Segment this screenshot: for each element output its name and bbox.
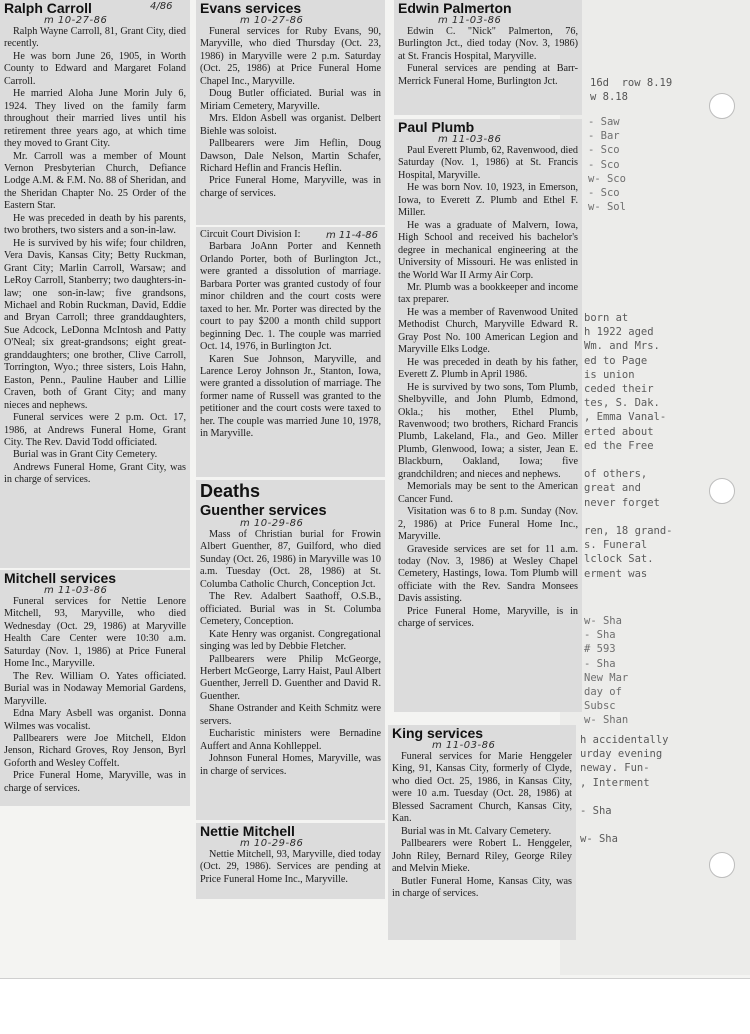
paragraph: He is survived by his wife; four children, Vera Davis, Kansas City; Betty Ruckman, Grant City; Marlin Carroll, Warsaw; and LeRoy Carroll, Stanberry; two daughters-in-law; one son-in-law; five grandsons, Michael and Robin Ruckman, David, Eddie and Bryan Carroll; three granddaughters, Sue Adcock, LeDonna McIntosh and Patty O'Neal; six great-grandsons; eight great-granddaughters; one brother, Clive Carroll, Torrington, Wyo.; three sisters, Lois Hahn, Easton, Penn., Pauline Hauber and Lillie Craven, both of Grant City; and many nieces and nephews. [4, 237, 186, 411]
clipping-circuit-court [196, 227, 385, 477]
paragraph: Funeral services for Ruby Evans, 90, Maryville, who died Thursday (Oct. 23, 1986) in Maryville were 2 p.m. Saturday (Oct. 25, 1986) at Price Funeral Home Chapel Inc., Maryville. [200, 26, 381, 87]
clipping-nettie-mitchell [196, 823, 385, 899]
handwritten-date-note: m 10-29-86 [240, 838, 304, 849]
paragraph: He was born June 26, 1905, in Worth County to Edward and Margaret Foland Carroll. [4, 50, 186, 87]
obituary-heading: Evans services [200, 0, 302, 16]
typed-line: erted about [584, 425, 654, 438]
paragraph: Memorials may be sent to the American Cancer Fund. [398, 481, 578, 505]
paragraph: Shane Ostrander and Keith Schmitz were servers. [200, 703, 381, 727]
typed-margin-mid [584, 311, 673, 581]
court-body [200, 241, 381, 440]
typed-line: , Interment [580, 776, 650, 789]
paragraph: He was preceded in death by his father, Everett Z. Plumb in April 1986. [398, 356, 578, 381]
typed-line: - Sco [588, 144, 620, 157]
typed-line: Wm. and Mrs. [584, 340, 660, 353]
handwritten-corner-note: 4/86 [150, 1, 173, 12]
typed-line: great and [584, 482, 641, 495]
typed-line: h 1922 aged [584, 326, 654, 339]
paragraph: Karen Sue Johnson, Maryville, and Larence Leroy Johnson Jr., Stanton, Iowa, were granted a dissolution of marriage. The former name of Russell was granted to the petitioner and the court costs were taxed to her. The couple was married June 10, 1978, in Maryville. [200, 353, 381, 440]
paragraph: Graveside services are set for 11 a.m. today (Nov. 3, 1986) at Wesley Chapel Cemetery, Hastings, Iowa. Tom Plumb will officiate with the Rev. Sandra Monsees Davis assisting. [398, 543, 578, 605]
obituary-heading: Nettie Mitchell [200, 823, 295, 839]
paragraph: Paul Everett Plumb, 62, Ravenwood, died Saturday (Nov. 1, 1986) at St. Francis Hospital, Maryville. [398, 145, 578, 181]
paragraph: Mr. Plumb was a bookkeeper and income tax preparer. [398, 281, 578, 306]
typed-line: erment was [584, 567, 648, 580]
typed-margin-bottom [580, 733, 669, 847]
typed-row-note: 16d row 8.19 w 8.18 [590, 77, 673, 104]
section-heading-deaths: Deaths [200, 481, 261, 501]
paragraph: Johnson Funeral Homes, Maryville, was in charge of services. [200, 753, 381, 777]
clipping-edwin-palmerton [394, 0, 582, 115]
typed-line: is union [584, 368, 635, 381]
typed-line: of others, [584, 468, 648, 481]
typed-line: ed to Page [584, 354, 648, 367]
handwritten-date-note: m 11-4-86 [326, 230, 378, 241]
paragraph: Funeral services for Marie Henggeler King, 91, Kansas City, formerly of Clyde, who died Oct. 25, 1986, in Kansas City, were 10 a.m. Tuesday (Oct. 28, 1986) at Blessed Sacrament Church, Kansas City, Kan. [392, 751, 572, 825]
typed-line: tes, S. Dak. [584, 397, 660, 410]
paragraph: Nettie Mitchell, 93, Maryville, died today (Oct. 29, 1986). Services are pending at Price Funeral Home Inc., Maryville. [200, 849, 381, 885]
obituary-body [200, 26, 381, 200]
paragraph: Pallbearers were Joe Mitchell, Eldon Jenson, Richard Groves, Roy Jenson, Byrl Goforth and Wesley Coffelt. [4, 732, 186, 769]
paragraph: Pallbearers were Jim Heflin, Doug Dawson, Dale Nelson, Martin Schafer, Richard Heflin and Francis Heflin. [200, 138, 381, 174]
paragraph: The Rev. Adalbert Saathoff, O.S.B., officiated. Burial was in St. Columba Cemetery, Conception. [200, 591, 381, 628]
obituary-body [398, 26, 578, 88]
handwritten-date-note: m 10-27-86 [44, 15, 108, 26]
typed-line: ceded their [584, 383, 654, 396]
obituary-body [398, 145, 578, 631]
paragraph: Mrs. Eldon Asbell was organist. Delbert Biehle was soloist. [200, 113, 381, 137]
clipping-paul-plumb [394, 119, 582, 712]
paragraph: Funeral services were 2 p.m. Oct. 17, 1986, at Andrews Funeral Home, Grant City. The Rev. David Todd officiated. [4, 412, 186, 448]
paragraph: Doug Butler officiated. Burial was in Miriam Cemetery, Maryville. [200, 88, 381, 112]
clipping-king-services [388, 725, 576, 940]
paragraph: Butler Funeral Home, Kansas City, was in charge of services. [392, 875, 572, 899]
binder-hole-middle [709, 478, 735, 504]
typed-line: - Bar [588, 130, 620, 143]
typed-line [584, 510, 673, 524]
handwritten-date-note: m 11-03-86 [44, 585, 108, 596]
obituary-body [392, 751, 572, 900]
paragraph: Mass of Christian burial for Frowin Albert Guenther, 87, Guilford, who died Sunday (Oct. 26, 1986) in Maryville was 10 a.m. Tuesday (Oct. 28, 1986) at St. Columba Catholic Church, Conception Jct. [200, 529, 381, 590]
typed-line: - Saw [588, 116, 620, 128]
handwritten-date-note: m 10-29-86 [240, 518, 304, 529]
typed-line: w- Sol [588, 201, 626, 214]
obituary-body [200, 529, 381, 778]
typed-line: w- Shan [584, 714, 629, 727]
paragraph: Edna Mary Asbell was organist. Donna Wilmes was vocalist. [4, 708, 186, 732]
handwritten-date-note: m 10-27-86 [240, 15, 304, 26]
paragraph: Mr. Carroll was a member of Mount Vernon Presbyterian Church, Defiance Lodge A.M. & F.M. No. 88 of Sheridan, and the Sheridan Chapter No. 25 Order of the Eastern Star. [4, 150, 186, 212]
clipping-ralph-carroll [0, 0, 190, 568]
paragraph: He married Aloha June Morin July 6, 1924. They lived on the family farm throughout their married lives until his retirement three years ago, at which time they moved to Grant City. [4, 88, 186, 150]
typed-line: lclock Sat. [584, 553, 654, 566]
handwritten-date-note: m 11-03-86 [438, 134, 502, 145]
typed-line: w- Sco [588, 172, 626, 185]
paragraph: Funeral services for Nettie Lenore Mitchell, 93, Maryville, who died Wednesday (Oct. 29, 1986) at Maryville Health Care Center were 10:30 a.m. Saturday (Nov. 1, 1986) at Price Funeral Home Inc., Maryville. [4, 596, 186, 670]
obituary-body [200, 849, 381, 886]
paragraph: Funeral services are pending at Barr-Merrick Funeral Home, Burlington Jct. [398, 63, 578, 87]
obituary-body [4, 26, 186, 487]
paragraph: He was preceded in death by his parents, two brothers, two sisters and a son-in-law. [4, 212, 186, 237]
paragraph: Pallbearers were Robert L. Henggeler, John Riley, Bernard Riley, George Riley and Melvin Mieke. [392, 838, 572, 875]
typed-line: urday evening [580, 748, 663, 761]
typed-line: day of [584, 686, 622, 699]
typed-line: Subsc [584, 700, 616, 713]
paragraph: Burial was in Grant City Cemetery. [13, 449, 158, 461]
typed-margin-top [588, 115, 626, 214]
binder-hole-bottom [709, 852, 735, 878]
paragraph: Edwin C. "Nick" Palmerton, 76, Burlington Jct., died today (Nov. 3, 1986) at St. Francis Hospital, Maryville. [398, 26, 578, 62]
typed-line: w- Sha [584, 615, 622, 627]
obituary-body [4, 596, 186, 795]
clipping-deaths-guenther [196, 480, 385, 820]
typed-line: New Mar [584, 671, 629, 684]
clipping-mitchell-services [0, 570, 190, 806]
obituary-heading: Edwin Palmerton [398, 0, 512, 16]
paragraph: Ralph Wayne Carroll, 81, Grant City, died recently. [4, 26, 186, 50]
typed-line: , Emma Vanal- [584, 411, 667, 424]
typed-line: # 593 [584, 643, 616, 656]
typed-line: - Sco [588, 158, 620, 171]
typed-line: never forget [584, 496, 660, 509]
paragraph: Pallbearers were Philip McGeorge, Herbert McGeorge, Larry Haist, Paul Albert Guenther, Jerrell D. Guenther and David R. Guenther. [200, 653, 381, 702]
paragraph: Visitation was 6 to 8 p.m. Sunday (Nov. 2, 1986) at Price Funeral Home Inc., Maryville. [398, 506, 578, 543]
handwritten-date-note: m 11-03-86 [432, 740, 496, 751]
typed-line: born at [584, 312, 629, 324]
obituary-heading: Guenther services [200, 503, 327, 519]
typed-line: - Sha [584, 629, 616, 642]
typed-line: ed the Free [584, 439, 654, 452]
paragraph: Eucharistic ministers were Bernadine Auffert and Anna Kohlleppel. [200, 728, 381, 752]
typed-margin-low [584, 614, 628, 728]
handwritten-date-note: m 11-03-86 [438, 15, 502, 26]
obituary-heading: Ralph Carroll [4, 0, 92, 16]
typed-line [584, 453, 673, 467]
typed-line: h accidentally [580, 734, 669, 746]
paragraph: Burial was in Mt. Calvary Cemetery. [401, 825, 552, 837]
paragraph: He is survived by two sons, Tom Plumb, Shelbyville, and John Plumb, Edmond, Okla.; his mother, Ethel Plumb, Ravenwood; two brothers, Richard Francis Plumb, Lakeland, Fla., and Geo. Miller Plumb, Glenwood, Iowa; a sister, Jean E. Blackburn, Oakland, Iowa; five grandchildren; and nieces and nephews. [398, 381, 578, 480]
typed-line [580, 818, 669, 832]
paragraph: He was a graduate of Malvern, Iowa, High School and received his bachelor's degree in mechanical engineering at the University of Missouri. He was enlisted in the World War II Army Air Corp. [398, 219, 578, 281]
typed-line [580, 790, 669, 804]
scrapbook-page-bottom-edge [0, 978, 750, 1034]
obituary-heading: Paul Plumb [398, 119, 475, 135]
typed-line: - Sha [584, 657, 616, 670]
paragraph: Price Funeral Home, Maryville, was in charge of services. [4, 770, 186, 794]
paragraph: Andrews Funeral Home, Grant City, was in charge of services. [4, 461, 186, 486]
binder-hole-top [709, 93, 735, 119]
typed-line: - Sco [588, 187, 620, 200]
paragraph: Kate Henry was organist. Congregational singing was led by Debbie Fletcher. [200, 628, 381, 653]
typed-line: neway. Fun- [580, 762, 650, 775]
paragraph: The Rev. William O. Yates officiated. Burial was in Nodaway Memorial Gardens, Maryville. [4, 670, 186, 707]
paragraph: Barbara JoAnn Porter and Kenneth Orlando Porter, both of Burlington Jct., were granted a dissolution of marriage. Barbara Porter was granted custody of four minor children and the court costs were taxed to her. Mr. Porter was directed by the court to pay $200 a month child support beginning Dec. 1. The couple was married Oct. 14, 1976, in Burlington Jct. [200, 241, 381, 353]
typed-line: s. Funeral [584, 539, 648, 552]
typed-line: - Sha [580, 805, 612, 818]
typed-line: w- Sha [580, 833, 618, 846]
obituary-heading: Mitchell services [4, 570, 117, 586]
obituary-heading: King services [392, 725, 484, 741]
typed-line: ren, 18 grand- [584, 525, 673, 538]
court-heading: Circuit Court Division I: m 11-4-86 [200, 229, 378, 241]
paragraph: He was a member of Ravenwood United Methodist Church, Maryville Edward R. Gray Post No. 100 American Legion and Maryville Elks Lodge. [398, 306, 578, 356]
paragraph: Price Funeral Home, Maryville, was in charge of services. [200, 175, 381, 199]
clipping-evans-services [196, 0, 385, 225]
paragraph: Price Funeral Home, Maryville, is in charge of services. [398, 605, 578, 630]
paragraph: He was born Nov. 10, 1923, in Emerson, Iowa, to Everett Z. Plumb and Ethel F. Miller. [398, 182, 578, 219]
